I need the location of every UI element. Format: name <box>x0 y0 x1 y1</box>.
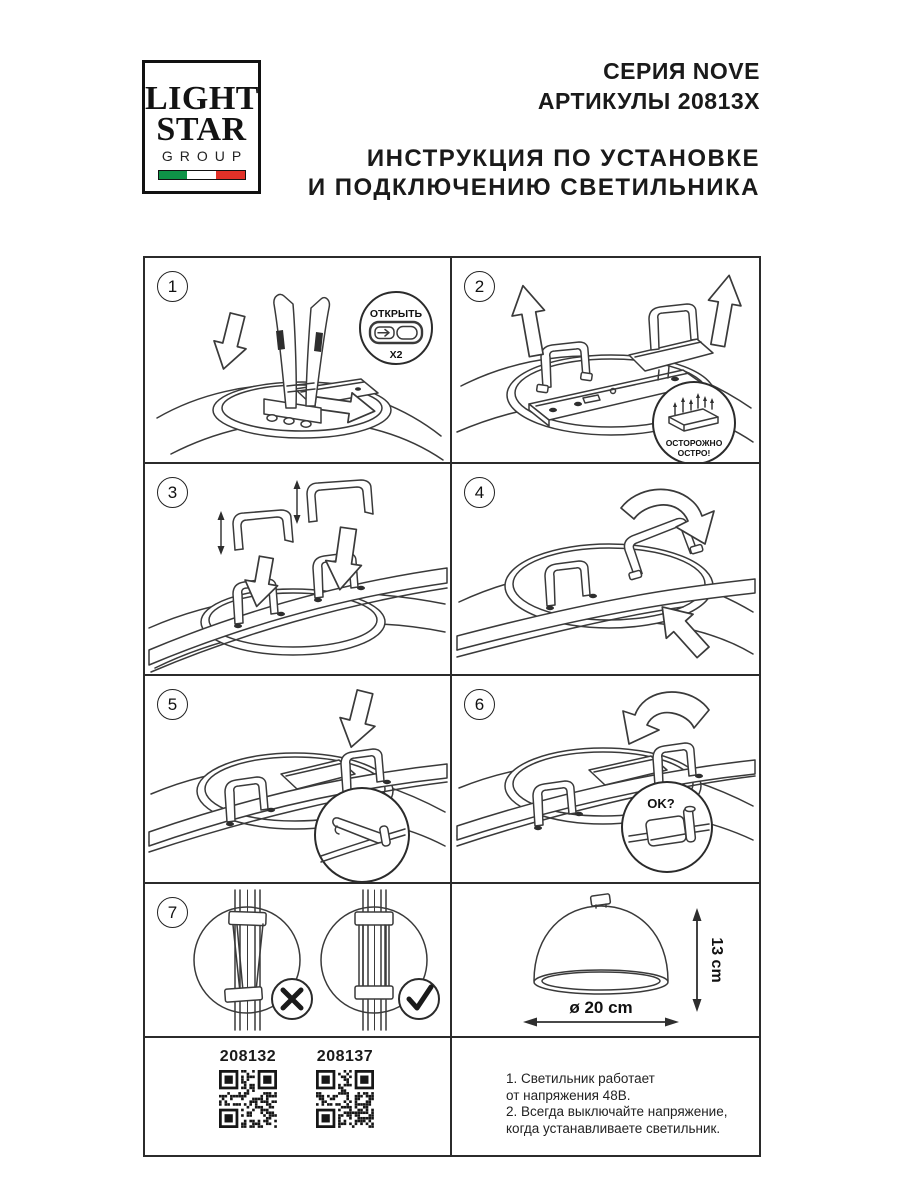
safety-notes <box>506 1071 727 1137</box>
logo-word-group: GROUP <box>161 148 249 164</box>
open-badge-label: ОТКРЫТЬ <box>369 308 423 320</box>
product-2-code: 208137 <box>316 1048 374 1065</box>
step-1-illustration <box>145 258 450 462</box>
lamp-mount <box>590 894 610 907</box>
step-5-number-badge: 5 <box>157 689 188 720</box>
step-4-panel <box>452 464 759 676</box>
step-2-number-badge: 2 <box>464 271 495 302</box>
note-line-4: когда устанавливаете светильник. <box>506 1120 721 1136</box>
step-6-panel <box>452 676 759 884</box>
step-4-number-badge: 4 <box>464 477 495 508</box>
italian-flag-bar <box>158 170 246 180</box>
notes-panel <box>452 1038 759 1155</box>
step-7-panel <box>145 884 452 1038</box>
page-title <box>308 144 760 202</box>
title-line-2: И ПОДКЛЮЧЕНИЮ СВЕТИЛЬНИКА <box>307 174 760 201</box>
step-3-number-badge: 3 <box>157 477 188 508</box>
series-line: СЕРИЯ NOVE <box>603 58 760 84</box>
product-2-qr-code <box>316 1070 374 1128</box>
step-7-number-badge: 7 <box>157 897 188 928</box>
step-1-number-badge: 1 <box>157 271 188 302</box>
logo-word-star: STAR <box>156 111 247 148</box>
step-7-illustration <box>145 884 450 1036</box>
clip-detail <box>645 815 686 846</box>
curved-arrow-icon <box>623 692 709 744</box>
product-codes-panel <box>145 1038 452 1155</box>
step-3-illustration <box>145 464 450 674</box>
step-6-number-badge: 6 <box>464 689 495 720</box>
down-arrow-icon <box>334 688 383 752</box>
product-1 <box>219 1048 277 1128</box>
lamp-dimensions-illustration <box>452 884 759 1036</box>
flag-red <box>216 171 245 179</box>
warning-text-line2: ОСТРО! <box>677 448 711 458</box>
step-2-illustration <box>452 258 759 462</box>
product-2 <box>316 1048 374 1128</box>
step-5-panel <box>145 676 452 884</box>
product-1-qr-code <box>219 1070 277 1128</box>
articles-line: АРТИКУЛЫ 20813X <box>537 88 760 114</box>
note-line-3: 2. Всегда выключайте напряжение, <box>506 1104 728 1119</box>
step-2-panel <box>452 258 759 464</box>
height-label: 13 cm <box>708 937 725 983</box>
title-line-1: ИНСТРУКЦИЯ ПО УСТАНОВКЕ <box>366 145 760 172</box>
up-arrow-icon <box>701 273 746 349</box>
instruction-grid <box>143 256 761 1157</box>
flag-white <box>187 171 216 179</box>
note-line-1: 1. Светильник работает <box>506 1071 655 1086</box>
note-line-2: от напряжения 48В. <box>506 1087 631 1103</box>
ok-label: OK? <box>647 796 675 811</box>
dimensions-panel <box>452 884 759 1038</box>
step-6-illustration <box>452 676 759 882</box>
correct-badge <box>399 979 439 1019</box>
product-1-code: 208132 <box>219 1048 277 1065</box>
flag-green <box>159 171 188 179</box>
down-arrow-icon <box>208 311 254 373</box>
series-and-articles <box>538 56 760 116</box>
diameter-label: ø 20 cm <box>569 998 633 1017</box>
warning-text-line1: ОСТОРОЖНО <box>665 438 723 448</box>
lightstar-logo <box>142 60 261 194</box>
logo-word-light: LIGHT <box>145 80 259 117</box>
step-3-panel <box>145 464 452 676</box>
open-badge-count: X2 <box>389 349 403 361</box>
step-4-illustration <box>452 464 759 674</box>
step-1-panel <box>145 258 452 464</box>
step-5-illustration <box>145 676 450 882</box>
